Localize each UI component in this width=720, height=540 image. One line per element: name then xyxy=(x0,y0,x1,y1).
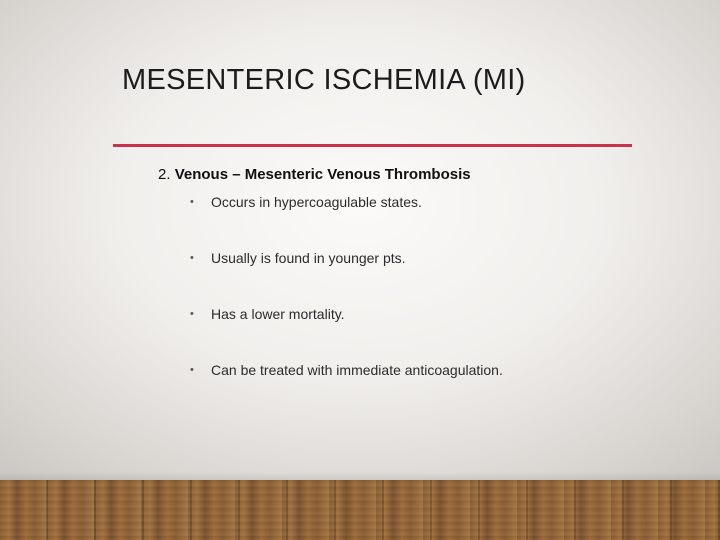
section-subheading xyxy=(158,166,471,183)
wood-floor xyxy=(0,480,720,540)
bullet-item xyxy=(190,306,503,362)
slide-title: MESENTERIC ISCHEMIA (MI) xyxy=(122,64,526,96)
bullet-item xyxy=(190,250,503,306)
title-underline xyxy=(113,144,632,147)
bullet-dot-icon: • xyxy=(190,308,194,320)
bullet-text: Can be treated with immediate anticoagulation. xyxy=(211,362,503,378)
bullet-text: Usually is found in younger pts. xyxy=(211,250,406,266)
bullet-text: Occurs in hypercoagulable states. xyxy=(211,194,422,210)
bullet-list xyxy=(190,194,503,418)
bullet-text: Has a lower mortality. xyxy=(211,306,345,322)
bullet-dot-icon: • xyxy=(190,364,194,376)
bullet-item xyxy=(190,362,503,418)
bullet-item xyxy=(190,194,503,250)
subheading-text: Venous – Mesenteric Venous Thrombosis xyxy=(174,166,471,183)
bullet-dot-icon: • xyxy=(190,196,194,208)
bullet-dot-icon: • xyxy=(190,252,194,264)
subheading-number: 2. xyxy=(158,166,171,183)
